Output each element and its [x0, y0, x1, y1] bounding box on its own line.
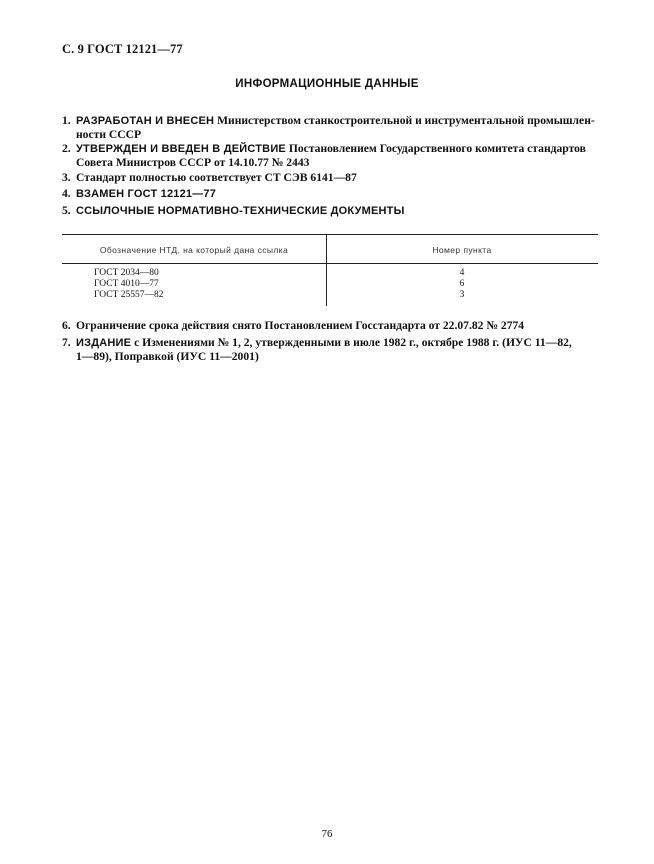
info-item-4	[62, 187, 598, 201]
page-title: ИНФОРМАЦИОННЫЕ ДАННЫЕ	[235, 78, 419, 90]
item-text: Постановлением Государственного комитета стандартов	[285, 142, 586, 155]
table-header-rule	[62, 263, 598, 264]
item-number: 4.	[62, 187, 71, 200]
item-text: Ограничение срока действия снято Постановлением Госстандарта от 22.07.82 № 2774	[76, 319, 525, 332]
reference-documents-table	[62, 234, 598, 306]
item-number: 7.	[62, 336, 71, 349]
info-item-2	[62, 142, 598, 169]
table-cell-document: ГОСТ 4010—77	[94, 279, 159, 289]
page-header: С. 9 ГОСТ 12121—77	[62, 42, 183, 56]
info-item-7	[62, 336, 598, 363]
table-top-rule	[62, 234, 598, 235]
table-cell-document: ГОСТ 25557—82	[94, 290, 164, 300]
item-lead: ССЫЛОЧНЫЕ НОРМАТИВНО-ТЕХНИЧЕСКИЕ ДОКУМЕНТЫ	[76, 205, 405, 217]
table-cell-point: 4	[459, 268, 465, 278]
item-text: Министерством станкостроительной и инструментальной промышлен-	[214, 114, 595, 127]
item-lead: УТВЕРЖДЕН И ВВЕДЕН В ДЕЙСТВИЕ	[76, 143, 286, 155]
info-item-5	[62, 204, 598, 218]
column-header-document: Обозначение НТД, на который дана ссылка	[99, 245, 289, 255]
item-text-continuation: 1—89), Поправкой (ИУС 11—2001)	[76, 350, 259, 363]
item-text-continuation: ности СССР	[76, 128, 142, 141]
item-text-continuation: Совета Министров СССР от 14.10.77 № 2443	[76, 156, 310, 169]
column-header-point: Номер пункта	[432, 245, 492, 255]
item-lead: ВЗАМЕН ГОСТ 12121—77	[76, 188, 217, 200]
item-lead: РАЗРАБОТАН И ВНЕСЕН	[76, 115, 215, 127]
item-number: 2.	[62, 142, 71, 155]
table-cell-point: 3	[459, 290, 465, 300]
info-item-3	[62, 171, 598, 184]
page-number: 76	[321, 828, 333, 840]
table-cell-point: 6	[459, 279, 465, 289]
item-lead: ИЗДАНИЕ	[76, 337, 132, 349]
item-text: с Изменениями № 1, 2, утвержденными в июле 1982 г., октябре 1988 г. (ИУС 11—82,	[131, 336, 572, 349]
item-number: 6.	[62, 319, 71, 332]
item-number: 3.	[62, 171, 71, 184]
info-item-6	[62, 319, 598, 332]
info-item-1	[62, 114, 598, 141]
table-cell-document: ГОСТ 2034—80	[94, 268, 159, 278]
item-number: 1.	[62, 114, 71, 127]
item-text: Стандарт полностью соответствует СТ СЭВ 6141—87	[76, 171, 357, 184]
item-number: 5.	[62, 204, 71, 217]
